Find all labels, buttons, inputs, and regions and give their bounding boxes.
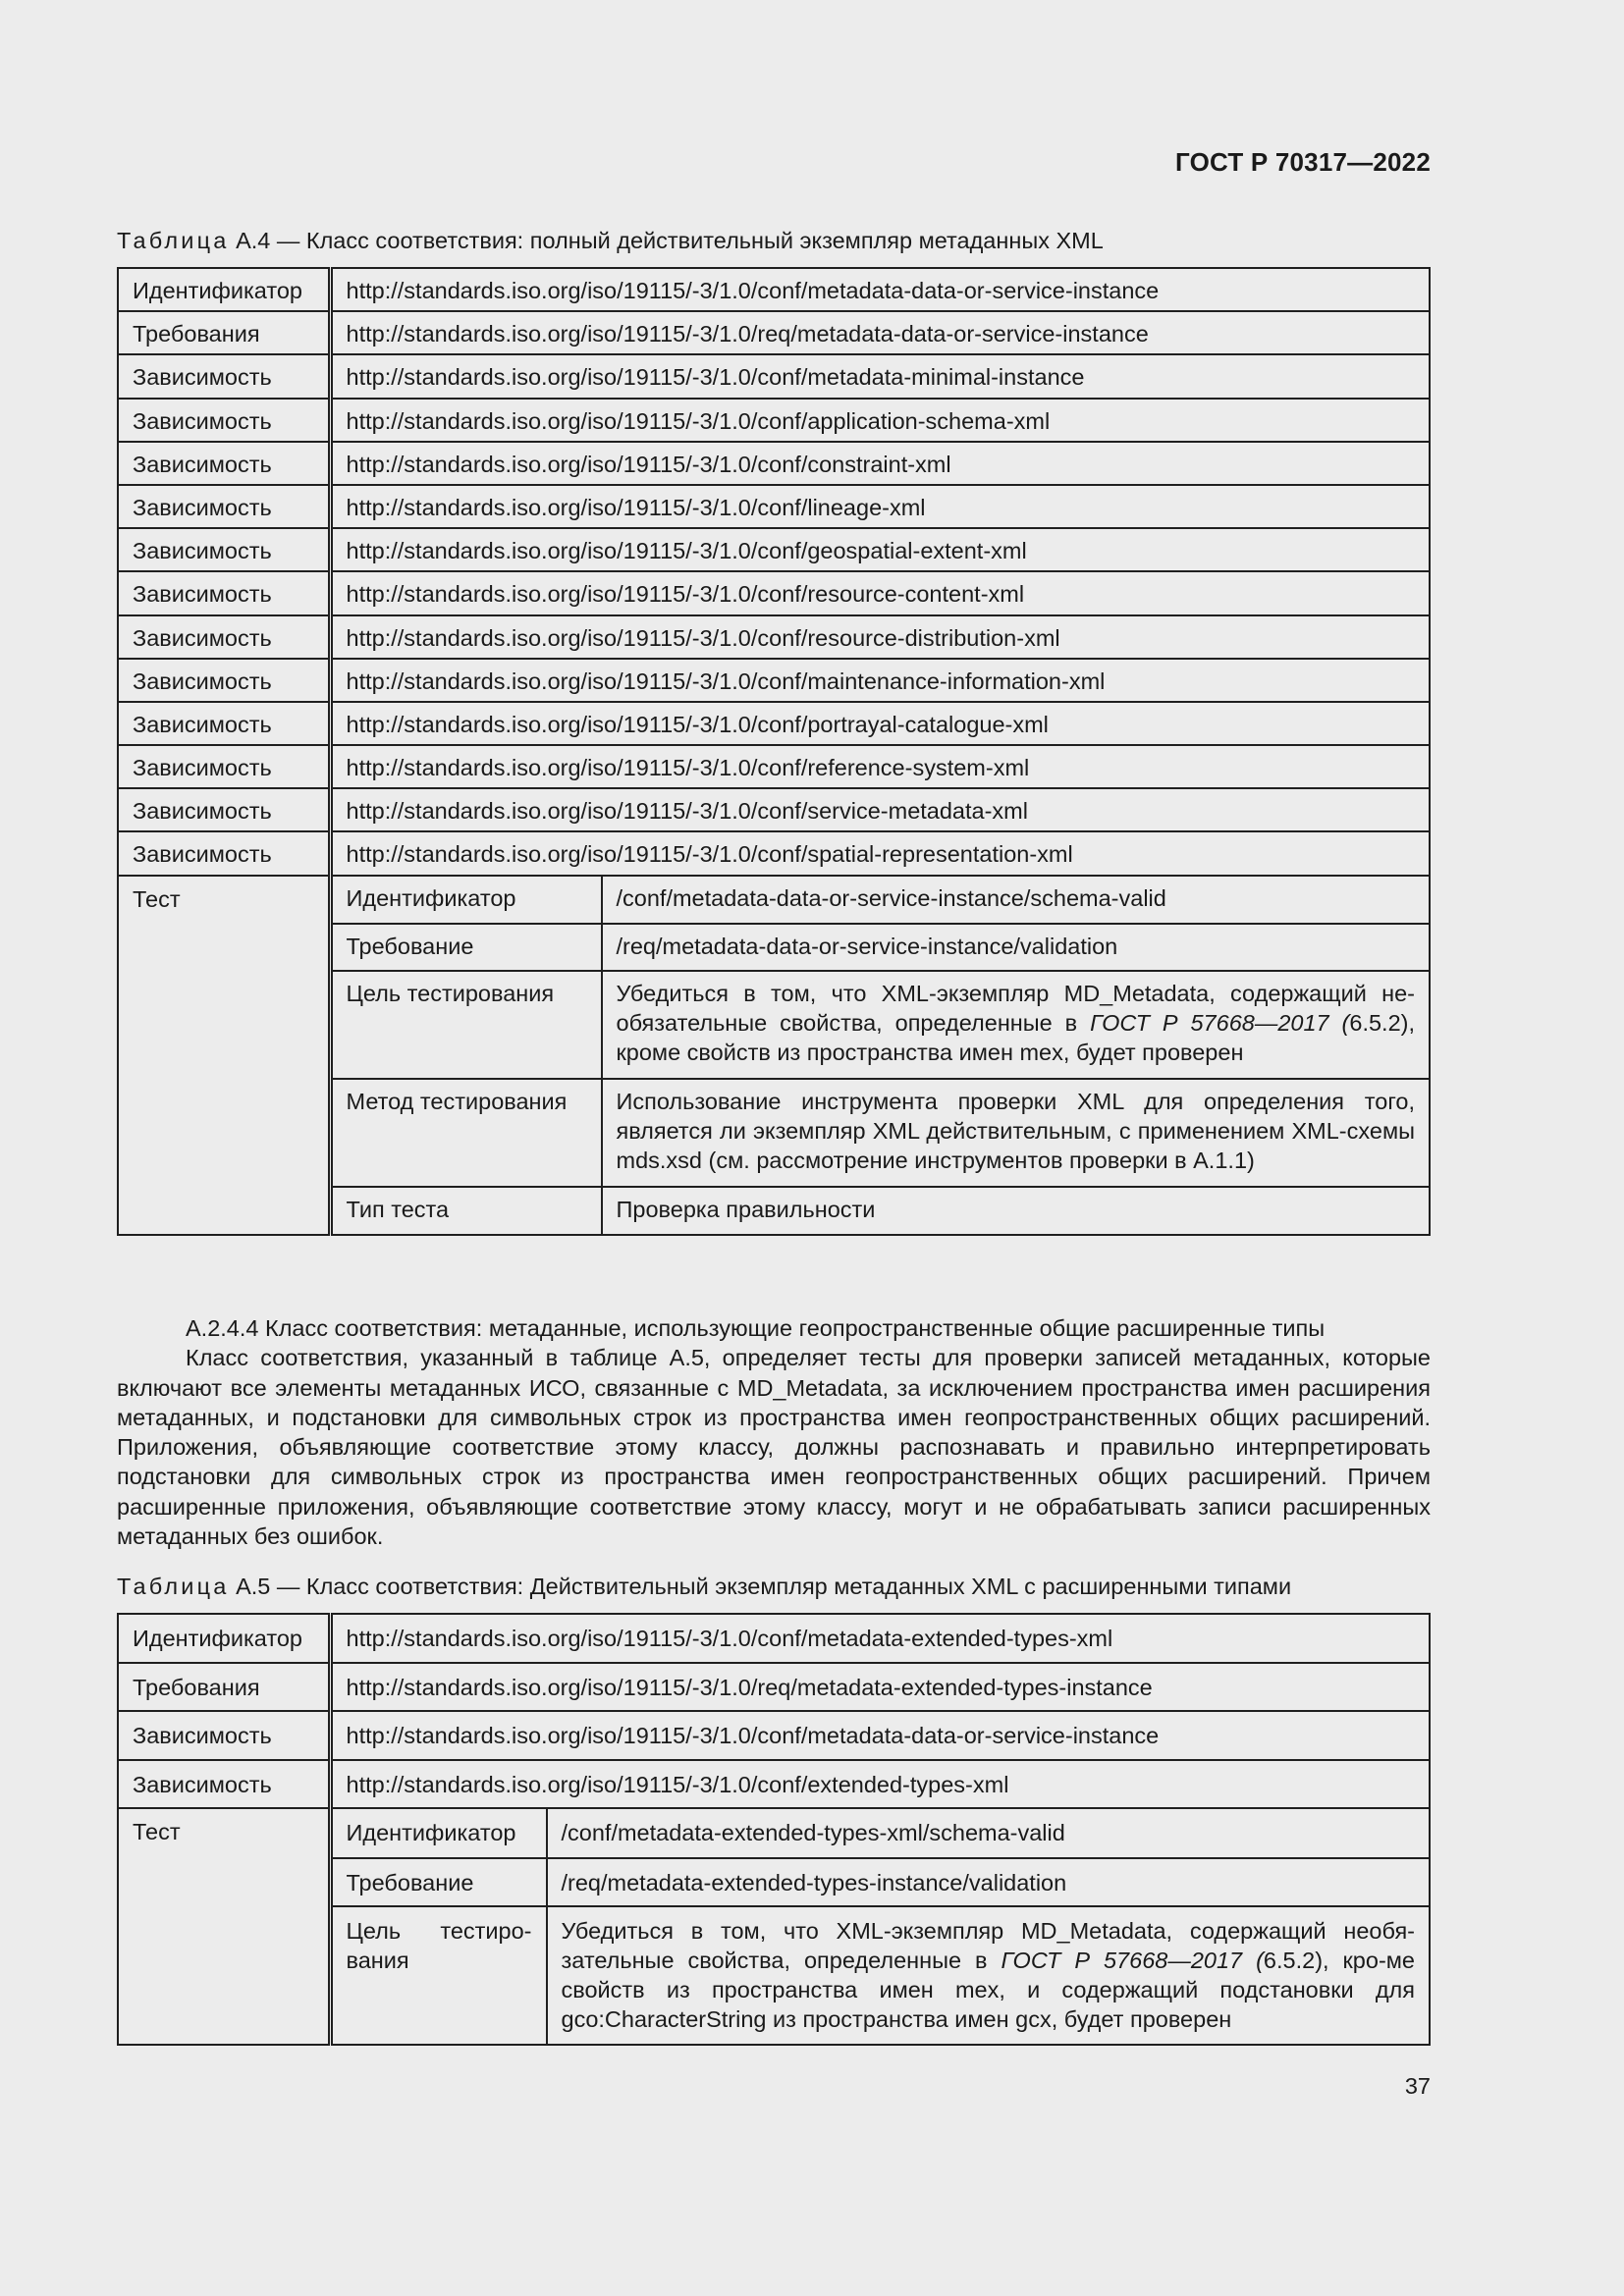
row-value: http://standards.iso.org/iso/19115/-3/1.0/conf/maintenance-information-xml bbox=[330, 659, 1430, 702]
test-req-value: /req/metadata-extended-types-instance/validation bbox=[547, 1858, 1430, 1907]
caption-text: А.4 — Класс соответствия: полный действительный экземпляр метаданных XML bbox=[236, 228, 1104, 253]
row-key: Зависимость bbox=[118, 399, 330, 442]
test-req-key: Требование bbox=[333, 924, 602, 971]
test-req-value: /req/metadata-data-or-service-instance/validation bbox=[602, 924, 1430, 971]
table-row bbox=[118, 528, 1430, 571]
table-a4 bbox=[117, 267, 1431, 1236]
row-key: Идентификатор bbox=[118, 1614, 330, 1663]
test-row bbox=[118, 1808, 1430, 2045]
goal-standard-ref: ГОСТ Р 57668—2017 ( bbox=[1090, 1009, 1350, 1036]
table-row bbox=[118, 1614, 1430, 1663]
row-value: http://standards.iso.org/iso/19115/-3/1.0/req/metadata-extended-types-instance bbox=[330, 1663, 1430, 1712]
test-id-value: /conf/metadata-data-or-service-instance/schema-valid bbox=[602, 877, 1430, 924]
table-row bbox=[118, 1663, 1430, 1712]
test-goal-row bbox=[333, 1906, 1430, 2044]
row-value: http://standards.iso.org/iso/19115/-3/1.0/conf/lineage-xml bbox=[330, 485, 1430, 528]
row-value: http://standards.iso.org/iso/19115/-3/1.0/conf/resource-distribution-xml bbox=[330, 615, 1430, 659]
goal-text: Убедиться в том, что XML-экземпляр MD_Metadata, содержащий необя-зательные свойства, определенные в bbox=[561, 1918, 1415, 1973]
test-id-key: Идентификатор bbox=[333, 877, 602, 924]
table-row bbox=[118, 659, 1430, 702]
test-id-row bbox=[333, 1809, 1430, 1858]
row-value: http://standards.iso.org/iso/19115/-3/1.0/conf/service-metadata-xml bbox=[330, 788, 1430, 831]
row-key: Зависимость bbox=[118, 615, 330, 659]
test-id-row bbox=[333, 877, 1430, 924]
table-row bbox=[118, 311, 1430, 354]
test-req-key: Требование bbox=[333, 1858, 547, 1907]
row-value: http://standards.iso.org/iso/19115/-3/1.0/conf/metadata-data-or-service-instance bbox=[330, 1711, 1430, 1760]
test-method-value: Использование инструмента проверки XML для определения того, является ли экземпляр XML действительным, с применением XML-схемы mds.xsd (см. рассмотрение инструментов проверки в А.1.1) bbox=[602, 1079, 1430, 1187]
table-row bbox=[118, 788, 1430, 831]
table-row bbox=[118, 354, 1430, 398]
row-value: http://standards.iso.org/iso/19115/-3/1.0/conf/constraint-xml bbox=[330, 442, 1430, 485]
goal-text-end: 6.5.2), кроме свойств из пространства имен mex, будет проверен bbox=[616, 1009, 1416, 1065]
row-value: http://standards.iso.org/iso/19115/-3/1.0/conf/extended-types-xml bbox=[330, 1760, 1430, 1809]
row-key: Зависимость bbox=[118, 788, 330, 831]
row-key: Зависимость bbox=[118, 1711, 330, 1760]
row-value: http://standards.iso.org/iso/19115/-3/1.0/conf/geospatial-extent-xml bbox=[330, 528, 1430, 571]
row-key: Зависимость bbox=[118, 354, 330, 398]
goal-text-end: 6.5.2), кро-ме свойств из пространства имен mex, и содержащий подстановки для gco:CharacterString из пространства имен gcx, будет проверен bbox=[561, 1948, 1415, 2032]
row-value: http://standards.iso.org/iso/19115/-3/1.0/conf/metadata-data-or-service-instance bbox=[330, 268, 1430, 311]
test-goal-row bbox=[333, 971, 1430, 1079]
row-key: Зависимость bbox=[118, 702, 330, 745]
test-label: Тест bbox=[118, 876, 330, 1235]
table-row bbox=[118, 485, 1430, 528]
page-number: 37 bbox=[1404, 2073, 1431, 2099]
row-key: Зависимость bbox=[118, 1760, 330, 1809]
clause-a244 bbox=[117, 1313, 1431, 1551]
table-row bbox=[118, 745, 1430, 788]
test-type-value: Проверка правильности bbox=[602, 1187, 1430, 1234]
row-key: Требования bbox=[118, 1663, 330, 1712]
clause-heading: А.2.4.4 Класс соответствия: метаданные, использующие геопространственные общие расширенные типы bbox=[186, 1315, 1326, 1341]
document-number: ГОСТ Р 70317—2022 bbox=[1175, 147, 1431, 177]
test-subtable bbox=[333, 877, 1430, 1234]
table-a5-body bbox=[118, 1614, 1430, 2045]
test-req-row bbox=[333, 924, 1430, 971]
caption-word: Таблица bbox=[117, 1574, 230, 1599]
row-value: http://standards.iso.org/iso/19115/-3/1.0/conf/metadata-extended-types-xml bbox=[330, 1614, 1430, 1663]
table-row bbox=[118, 442, 1430, 485]
test-id-value: /conf/metadata-extended-types-xml/schema-valid bbox=[547, 1809, 1430, 1858]
row-key: Зависимость bbox=[118, 831, 330, 875]
row-value: http://standards.iso.org/iso/19115/-3/1.0/req/metadata-data-or-service-instance bbox=[330, 311, 1430, 354]
table-row bbox=[118, 399, 1430, 442]
table-row bbox=[118, 615, 1430, 659]
test-type-row bbox=[333, 1187, 1430, 1234]
test-row bbox=[118, 876, 1430, 1235]
test-goal-value bbox=[547, 1906, 1430, 2044]
row-key: Зависимость bbox=[118, 528, 330, 571]
row-key: Зависимость bbox=[118, 745, 330, 788]
row-key: Зависимость bbox=[118, 442, 330, 485]
test-details bbox=[330, 1808, 1430, 2045]
table-a4-body bbox=[118, 268, 1430, 1235]
row-key: Требования bbox=[118, 311, 330, 354]
row-value: http://standards.iso.org/iso/19115/-3/1.0/conf/portrayal-catalogue-xml bbox=[330, 702, 1430, 745]
clause-body: Класс соответствия, указанный в таблице А.5, определяет тесты для проверки записей метаданных, которые включают все элементы метаданных ИСО, связанные с MD_Metadata, за исключением пространства имен расширения метаданных, и подстановки для символьных строк из пространства имен геопространственных общих расширений. Приложения, объявляющие соответствие этому классу, должны распознавать и правильно интерпретировать подстановки для символьных строк из пространства имен геопространственных общих расширений. Причем расширенные приложения, объявляющие соответствие этому классу, могут и не обрабатывать записи расширенных метаданных без ошибок. bbox=[117, 1345, 1431, 1550]
test-id-key: Идентификатор bbox=[333, 1809, 547, 1858]
caption-word: Таблица bbox=[117, 228, 230, 253]
goal-standard-ref: ГОСТ Р 57668—2017 ( bbox=[1001, 1948, 1264, 1973]
row-key: Зависимость bbox=[118, 485, 330, 528]
table-row bbox=[118, 1711, 1430, 1760]
table-row bbox=[118, 1760, 1430, 1809]
goal-text: Убедиться в том, что XML-экземпляр MD_Metadata, содержащий не-обязательные свойства, определенные в bbox=[616, 980, 1415, 1036]
row-value: http://standards.iso.org/iso/19115/-3/1.0/conf/spatial-representation-xml bbox=[330, 831, 1430, 875]
row-value: http://standards.iso.org/iso/19115/-3/1.0/conf/resource-content-xml bbox=[330, 571, 1430, 614]
table-row bbox=[118, 702, 1430, 745]
table-row bbox=[118, 571, 1430, 614]
caption-text: А.5 — Класс соответствия: Действительный экземпляр метаданных XML с расширенными типами bbox=[236, 1574, 1292, 1599]
test-goal-key: Цель тестиро-вания bbox=[333, 1906, 547, 2044]
table-row bbox=[118, 268, 1430, 311]
row-value: http://standards.iso.org/iso/19115/-3/1.0/conf/reference-system-xml bbox=[330, 745, 1430, 788]
test-goal-key: Цель тестирования bbox=[333, 971, 602, 1079]
row-key: Идентификатор bbox=[118, 268, 330, 311]
test-details bbox=[330, 876, 1430, 1235]
test-req-row bbox=[333, 1858, 1430, 1907]
table-a4-caption bbox=[117, 226, 1104, 255]
row-value: http://standards.iso.org/iso/19115/-3/1.0/conf/metadata-minimal-instance bbox=[330, 354, 1430, 398]
test-method-row bbox=[333, 1079, 1430, 1187]
row-key: Зависимость bbox=[118, 571, 330, 614]
test-label: Тест bbox=[118, 1808, 330, 2045]
table-a5-caption bbox=[117, 1572, 1291, 1601]
row-value: http://standards.iso.org/iso/19115/-3/1.0/conf/application-schema-xml bbox=[330, 399, 1430, 442]
test-type-key: Тип теста bbox=[333, 1187, 602, 1234]
table-a5 bbox=[117, 1613, 1431, 2046]
test-method-key: Метод тестирования bbox=[333, 1079, 602, 1187]
test-subtable bbox=[333, 1809, 1430, 2044]
test-goal-value bbox=[602, 971, 1430, 1079]
table-row bbox=[118, 831, 1430, 875]
row-key: Зависимость bbox=[118, 659, 330, 702]
